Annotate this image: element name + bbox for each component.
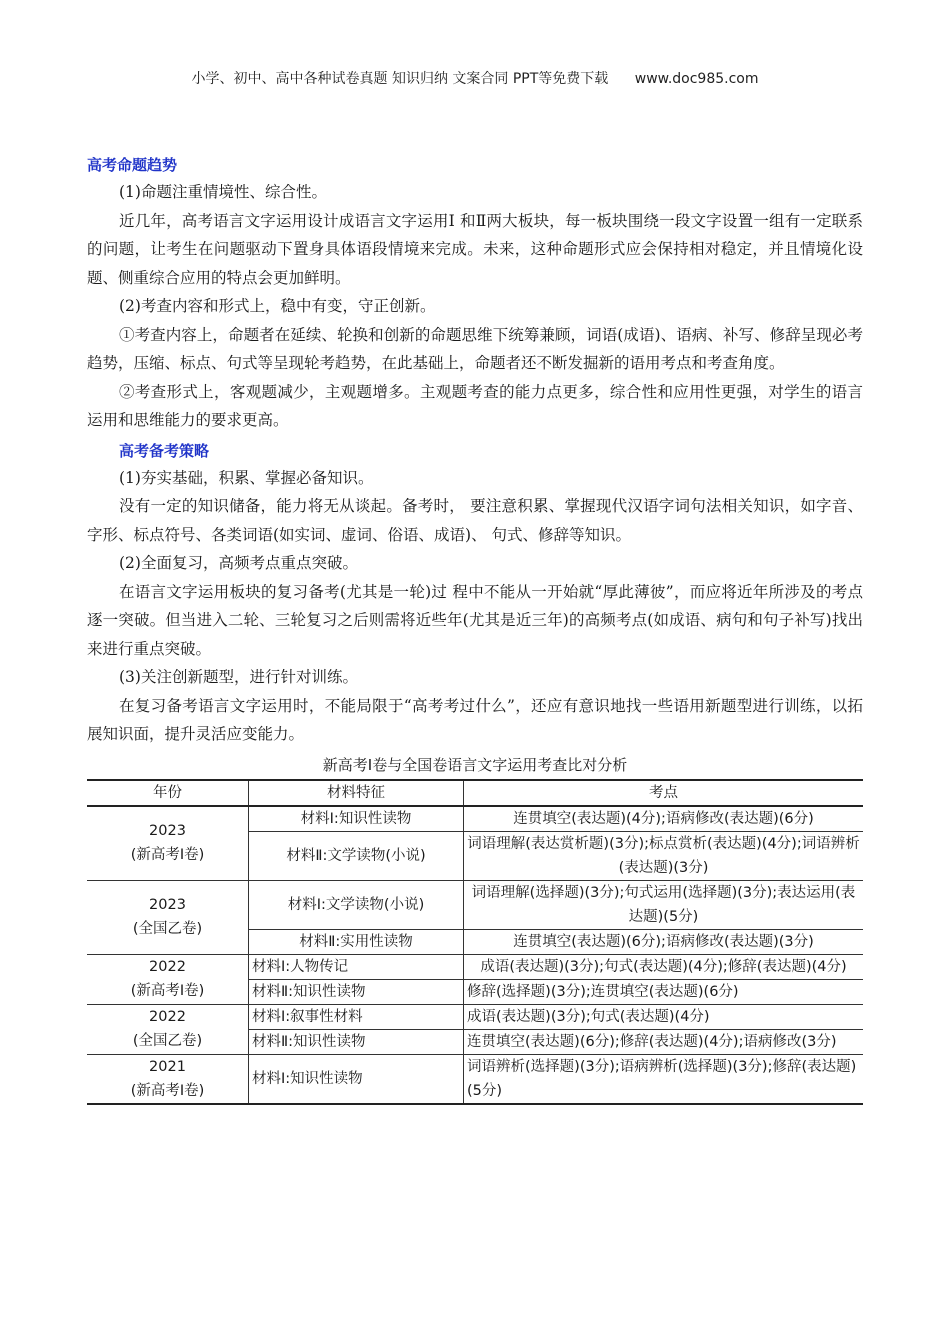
trend-p3: (2)考查内容和形式上，稳中有变，守正创新。 bbox=[119, 297, 436, 315]
points-cell: 修辞(选择题)(3分);连贯填空(表达题)(6分) bbox=[464, 979, 864, 1004]
points-cell: 成语(表达题)(3分);句式(表达题)(4分);修辞(表达题)(4分) bbox=[464, 954, 864, 979]
year-value: 2022 bbox=[149, 959, 186, 975]
material-cell: 材料Ⅱ:文学读物(小说) bbox=[249, 831, 464, 880]
material-cell: 材料Ⅱ:实用性读物 bbox=[249, 929, 464, 954]
trend-title: 高考命题趋势 bbox=[87, 156, 178, 174]
trend-p5: ②考查形式上，客观题减少，主观题增多。主观题考查的能力点更多，综合性和应用性更强，对学生的语言 运用和思维能力的要求更高。 bbox=[87, 382, 863, 429]
trend-p4: ①考查内容上，命题者在延续、轮换和创新的命题思维下统筹兼顾，词语(成语)、语病、补写、修辞呈现必考趋势，压缩、标点、句式等呈现轮考趋势，在此基础上，命题者还不断发掘新的语用考点和考查角度。 bbox=[87, 325, 863, 372]
material-cell: 材料Ⅱ:知识性读物 bbox=[249, 1029, 464, 1054]
points-cell: 连贯填空(表达题)(4分);语病修改(表达题)(6分) bbox=[464, 806, 864, 832]
strategy-p3: (2)全面复习，高频考点重点突破。 bbox=[119, 554, 358, 572]
paper-value: (新高考Ⅰ卷) bbox=[130, 1082, 205, 1099]
paper-value: (全国乙卷) bbox=[132, 1033, 203, 1049]
strategy-p4: 在语言文字运用板块的复习备考(尤其是一轮)过 程中不能从一开始就“厚此薄彼”，而应将近年所涉及的考点逐一突破。但当进入二轮、三轮复习之后则需将近些年(尤其是近三年)的高频考点(如成语、病句和句子补写)找出来进行重点突破。 bbox=[87, 582, 863, 658]
year-value: 2021 bbox=[149, 1058, 186, 1075]
header-year: 年份 bbox=[87, 780, 249, 806]
header-site[interactable]: www.doc985.com bbox=[634, 71, 759, 87]
trend-p2: 近几年，高考语言文字运用设计成语言文字运用Ⅰ 和Ⅱ两大板块，每一板块围绕一段文字设置一组有一定联系的问题，让考生在问题驱动下置身具体语段情境来完成。未来，这种命题形式应会保持相对稳定，并且情境化设题、侧重综合应用的特点会更加鲜明。 bbox=[87, 211, 863, 287]
points-cell: 词语辨析(选择题)(3分);语病辨析(选择题)(3分);修辞(表达题)(5分) bbox=[464, 1054, 864, 1104]
strategy-p1: (1)夯实基础，积累、掌握必备知识。 bbox=[119, 468, 374, 487]
strategy-p6: 在复习备考语言文字运用时，不能局限于“高考考过什么”，还应有意识地找一些语用新题型进行训练，以拓展知识面，提升灵活应变能力。 bbox=[87, 696, 863, 743]
year-cell bbox=[87, 954, 249, 1004]
document-body bbox=[87, 152, 863, 1105]
table-row bbox=[87, 1004, 863, 1029]
material-cell: 材料Ⅰ:知识性读物 bbox=[249, 806, 464, 832]
page-header bbox=[0, 68, 950, 88]
year-cell bbox=[87, 880, 249, 954]
table-header-row bbox=[87, 780, 863, 806]
table-row bbox=[87, 880, 863, 929]
header-material: 材料特征 bbox=[249, 780, 464, 806]
header-text: 小学、初中、高中各种试卷真题 知识归纳 文案合同 PPT等免费下载 bbox=[191, 71, 609, 87]
points-cell: 成语(表达题)(3分);句式(表达题)(4分) bbox=[464, 1004, 864, 1029]
points-cell: 连贯填空(表达题)(6分);语病修改(表达题)(3分) bbox=[464, 929, 864, 954]
year-value: 2023 bbox=[149, 897, 186, 913]
year-cell bbox=[87, 1054, 249, 1104]
material-cell: 材料Ⅰ:文学读物(小说) bbox=[249, 880, 464, 929]
points-cell: 词语理解(表达赏析题)(3分);标点赏析(表达题)(4分);词语辨析(表达题)(3分) bbox=[464, 831, 864, 880]
paper-value: (新高考Ⅰ卷) bbox=[130, 847, 205, 863]
table-row bbox=[87, 954, 863, 979]
table-row bbox=[87, 1054, 863, 1104]
strategy-p2: 没有一定的知识储备，能力将无从谈起。备考时， 要注意积累、掌握现代汉语字词句法相关知识，如字音、 字形、标点符号、各类词语(如实词、虚词、俗语、成语)、 句式、修辞等知识。 bbox=[87, 497, 863, 544]
paper-value: (新高考Ⅰ卷) bbox=[130, 983, 205, 999]
material-cell: 材料Ⅱ:知识性读物 bbox=[249, 979, 464, 1004]
comparison-table bbox=[87, 779, 863, 1105]
strategy-title: 高考备考策略 bbox=[119, 441, 210, 460]
material-cell: 材料Ⅰ:叙事性材料 bbox=[249, 1004, 464, 1029]
year-cell bbox=[87, 1004, 249, 1054]
table-row bbox=[87, 806, 863, 832]
material-cell: 材料Ⅰ:知识性读物 bbox=[249, 1054, 464, 1104]
year-value: 2023 bbox=[149, 823, 186, 839]
trend-p1: (1)命题注重情境性、综合性。 bbox=[119, 183, 327, 201]
material-cell: 材料Ⅰ:人物传记 bbox=[249, 954, 464, 979]
points-cell: 词语理解(选择题)(3分);句式运用(选择题)(3分);表达运用(表达题)(5分) bbox=[464, 880, 864, 929]
points-cell: 连贯填空(表达题)(6分);修辞(表达题)(4分);语病修改(3分) bbox=[464, 1029, 864, 1054]
strategy-p5: (3)关注创新题型，进行针对训练。 bbox=[119, 668, 358, 686]
year-value: 2022 bbox=[149, 1009, 186, 1025]
table-title: 新高考Ⅰ卷与全国卷语言文字运用考查比对分析 bbox=[322, 755, 628, 774]
year-cell bbox=[87, 806, 249, 881]
header-points: 考点 bbox=[464, 780, 864, 806]
paper-value: (全国乙卷) bbox=[132, 921, 203, 937]
